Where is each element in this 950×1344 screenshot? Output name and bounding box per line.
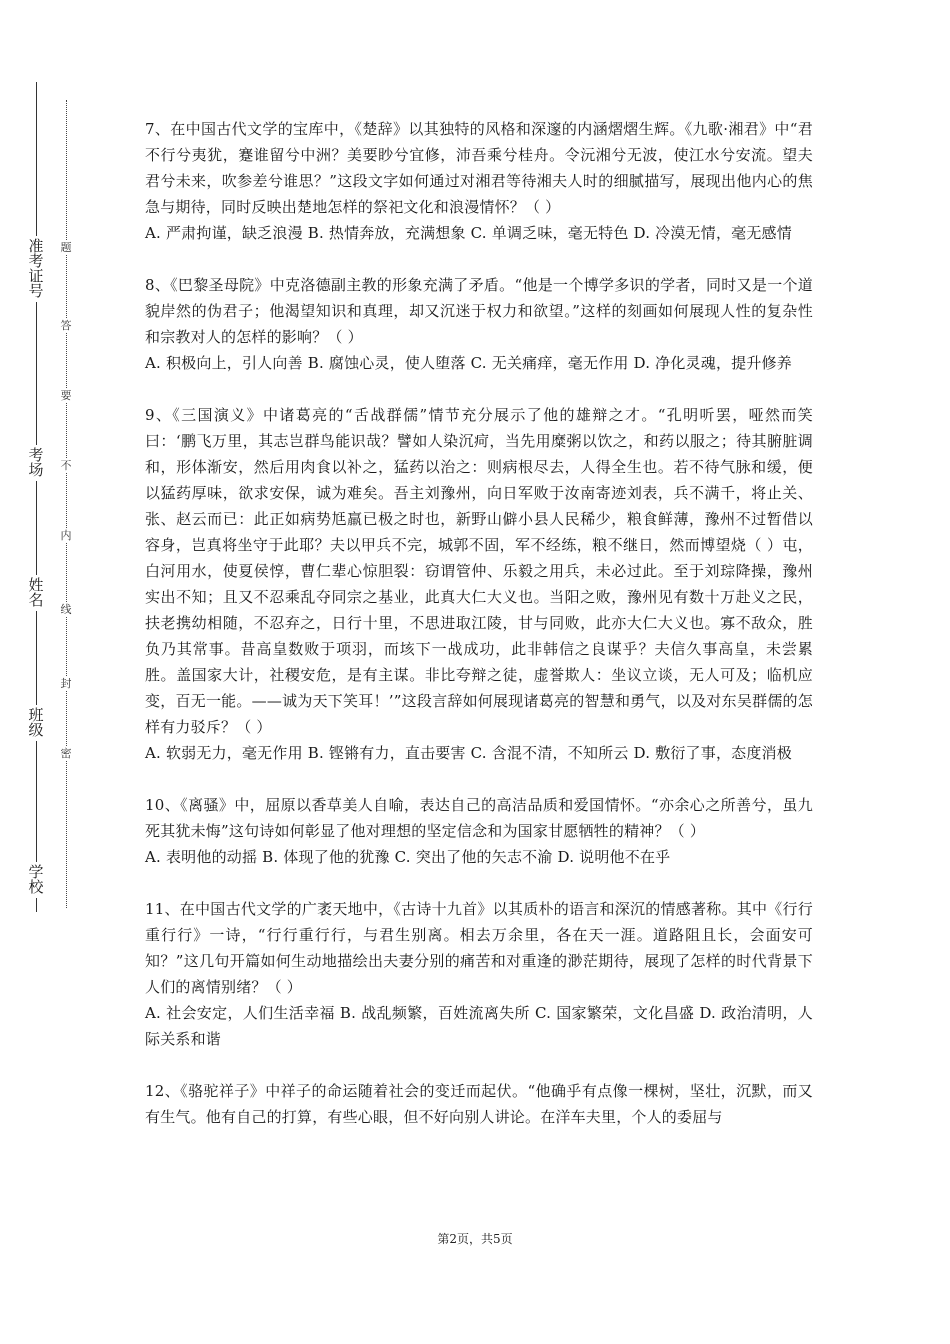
seal-char: 线 xyxy=(58,602,74,617)
question-options: A. 表明他的动摇 B. 体现了他的犹豫 C. 突出了他的矢志不渝 D. 说明他不在乎 xyxy=(145,848,671,866)
seal-char: 题 xyxy=(58,240,74,255)
question-text: 12、《骆驼祥子》中祥子的命运随着社会的变迁而起伏。“他确乎有点像一棵树，坚壮，沉默，而又有生气。他有自己的打算，有些心眼，但不好向别人讲论。在洋车夫里，个人的委屈与 xyxy=(145,1082,813,1126)
page-number-footer: 第2页，共5页 xyxy=(437,1232,513,1246)
question-8 xyxy=(145,272,813,376)
field-exam-room-label: 考场 xyxy=(22,445,50,481)
question-12 xyxy=(145,1078,813,1130)
question-options: A. 社会安定，人们生活幸福 B. 战乱频繁，百姓流离失所 C. 国家繁荣，文化昌盛 D. 政治清明，人际关系和谐 xyxy=(145,1004,813,1048)
field-name-label: 姓名 xyxy=(22,575,50,611)
seal-char: 答 xyxy=(58,318,74,333)
question-list xyxy=(145,116,813,1156)
question-text: 7、在中国古代文学的宝库中，《楚辞》以其独特的风格和深邃的内涵熠熠生辉。《九歌·湘君》中“君不行兮夷犹，蹇谁留兮中洲？美要眇兮宜修，沛吾乘兮桂舟。令沅湘兮无波，使江水兮安流。望夫君兮未来，吹参差兮谁思？”这段文字如何通过对湘君等待湘夫人时的细腻描写，展现出他内心的焦急与期待，同时反映出楚地怎样的祭祀文化和浪漫情怀？（ ） xyxy=(145,120,813,216)
question-10 xyxy=(145,792,813,870)
question-text: 10、《离骚》中，屈原以香草美人自喻，表达自己的高洁品质和爱国情怀。“亦余心之所善兮，虽九死其犹未悔”这句诗如何彰显了他对理想的坚定信念和为国家甘愿牺牲的精神？（ ） xyxy=(145,796,813,840)
question-9 xyxy=(145,402,813,766)
field-exam-number-label: 准考证号 xyxy=(22,236,50,302)
question-text: 11、在中国古代文学的广袤天地中，《古诗十九首》以其质朴的语言和深沉的情感著称。其中《行行重行行》一诗，“行行重行行，与君生别离。相去万余里，各在天一涯。道路阻且长，会面安可知？”这几句开篇如何生动地描绘出夫妻分别的痛苦和对重逢的渺茫期待，展现了怎样的时代背景下人们的离情别绪？（ ） xyxy=(145,900,813,996)
question-text: 8、《巴黎圣母院》中克洛德副主教的形象充满了矛盾。“他是一个博学多识的学者，同时又是一个道貌岸然的伪君子；他渴望知识和真理，却又沉迷于权力和欲望。”这样的刻画如何展现人性的复杂性和宗教对人的怎样的影响？（ ） xyxy=(145,276,813,346)
question-11 xyxy=(145,896,813,1052)
binding-margin xyxy=(0,0,110,1344)
question-7 xyxy=(145,116,813,246)
seal-char: 封 xyxy=(58,676,74,691)
field-class-label: 班级 xyxy=(22,705,50,741)
question-options: A. 软弱无力，毫无作用 B. 铿锵有力，直击要害 C. 含混不清，不知所云 D. 敷衍了事，态度消极 xyxy=(145,744,792,762)
binding-rule-line xyxy=(36,82,37,912)
question-options: A. 积极向上，引人向善 B. 腐蚀心灵，使人堕落 C. 无关痛痒，毫无作用 D. 净化灵魂，提升修养 xyxy=(145,354,792,372)
question-text: 9、《三国演义》中诸葛亮的“舌战群儒”情节充分展示了他的雄辩之才。“孔明听罢，哑然而笑曰：‘鹏飞万里，其志岂群鸟能识哉？譬如人染沉疴，当先用糜粥以饮之，和药以服之；待其腑脏调和，形体渐安，然后用肉食以补之，猛药以治之：则病根尽去，人得全生也。若不待气脉和缓，便以猛药厚味，欲求安保，诚为难矣。吾主刘豫州，向日军败于汝南寄迹刘表，兵不满千，将止关、张、赵云而已：此正如病势尪羸已极之时也，新野山僻小县人民稀少，粮食鲜薄，豫州不过暂借以容身，岂真将坐守于此耶？夫以甲兵不完，城郭不固，军不经练，粮不继日，然而博望烧（ ）屯，白河用水，使夏侯惇，曹仁辈心惊胆裂：窃谓管仲、乐毅之用兵，未必过此。至于刘琮降操，豫州实出不知；且又不忍乘乱夺同宗之基业，此真大仁大义也。当阳之败，豫州见有数十万赴义之民，扶老携幼相随，不忍弃之，日行十里，不思进取江陵，甘与同败，此亦大仁大义也。寡不敌众，胜负乃其常事。昔高皇数败于项羽，而垓下一战成功，此非韩信之良谋乎？夫信久事高皇，未尝累胜。盖国家大计，社稷安危，是有主谋。非比夸辩之徒，虚誉欺人：坐议立谈，无人可及；临机应变，百无一能。——诚为天下笑耳！’”这段言辞如何展现诸葛亮的智慧和勇气，以及对东吴群儒的怎样有力驳斥？（ ） xyxy=(145,406,813,736)
seal-char: 不 xyxy=(58,458,74,473)
question-options: A. 严肃拘谨，缺乏浪漫 B. 热情奔放，充满想象 C. 单调乏味，毫无特色 D. 冷漠无情，毫无感情 xyxy=(145,224,792,242)
seal-char: 密 xyxy=(58,746,74,761)
seal-char: 内 xyxy=(58,528,74,543)
field-school-label: 学校 xyxy=(22,862,50,898)
seal-dotted-line xyxy=(66,100,67,908)
seal-char: 要 xyxy=(58,388,74,403)
